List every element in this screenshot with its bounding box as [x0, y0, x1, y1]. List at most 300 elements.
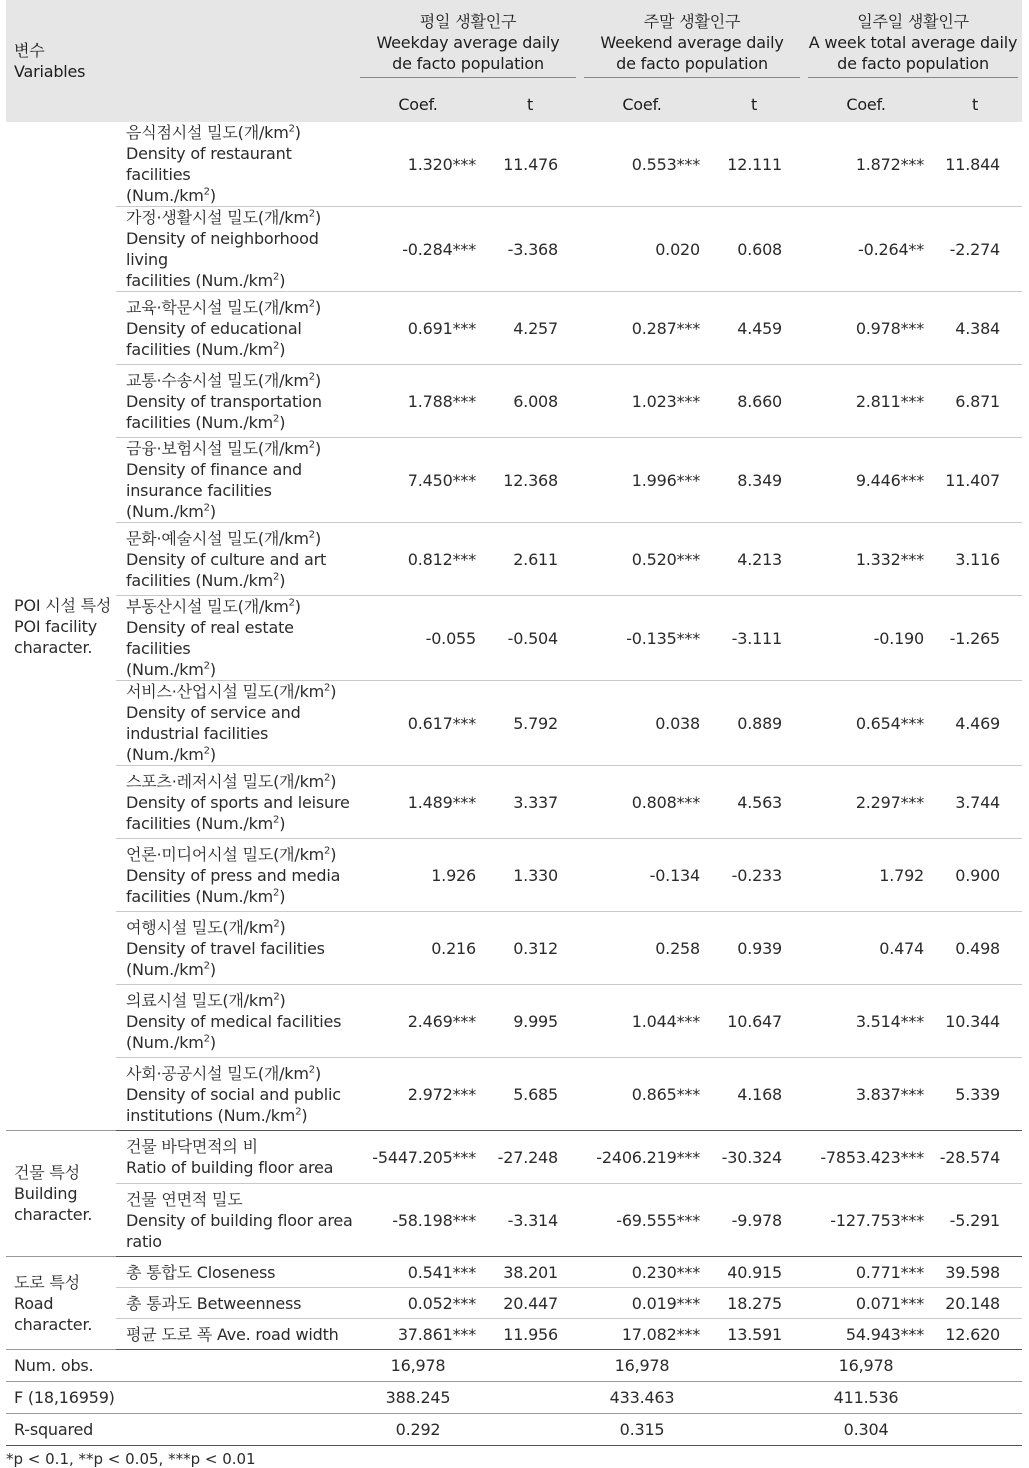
coef-value: 0.865***: [580, 1058, 704, 1131]
coef-value: 0.216: [356, 912, 480, 985]
category-poi: [6, 122, 116, 1131]
superscript: 2: [273, 991, 280, 1003]
variable-label-en: Density of travel facilities: [126, 938, 325, 958]
superscript: 2: [203, 186, 210, 198]
variable-label: [116, 365, 356, 438]
coef-value: 0.654***: [804, 681, 928, 766]
t-value: -3.314: [480, 1184, 580, 1257]
variable-label: [116, 292, 356, 365]
variable-label-unit: [126, 959, 356, 980]
t-value: 1.330: [480, 839, 580, 912]
table-row: [6, 766, 1022, 839]
t-value: 8.349: [704, 438, 804, 523]
variable-label: [116, 912, 356, 985]
variable-label-ko-text: 가정·생활시설 밀도(개/km: [126, 208, 309, 227]
paren: ): [209, 660, 216, 679]
variable-label-ko-text: 여행시설 밀도(개/km: [126, 917, 274, 937]
variable-label-ko-text: 의료시설 밀도(개/km: [126, 990, 274, 1010]
coef-value: 0.691***: [356, 292, 480, 365]
coef-value: -5447.205***: [356, 1131, 480, 1184]
weekday-ko: 평일 생활인구: [419, 11, 517, 31]
category-label: character.: [14, 1205, 93, 1224]
coef-value: 1.044***: [580, 985, 704, 1058]
coef-value: 1.489***: [356, 766, 480, 839]
superscript: 2: [273, 814, 280, 826]
t-value: 5.685: [480, 1058, 580, 1131]
category-label: Road: [14, 1293, 54, 1313]
variable-label: [116, 523, 356, 596]
coef-value: -58.198***: [356, 1184, 480, 1257]
paren: ): [209, 745, 216, 764]
superscript: 2: [308, 529, 315, 541]
coef-value: 1.792: [804, 839, 928, 912]
coef-value: -0.135***: [580, 596, 704, 681]
stat-value: 16,978: [580, 1350, 704, 1382]
stat-value: 411.536: [804, 1382, 928, 1414]
table-row: [6, 912, 1022, 985]
variable-label-unit-text: institutions (Num./km: [126, 1105, 296, 1125]
variable-label-ko-text: 스포츠·레저시설 밀도(개/km: [126, 771, 325, 791]
superscript: 2: [324, 845, 331, 857]
variable-label-unit-text: facilities (Num./km: [126, 886, 274, 906]
table-row: [6, 1058, 1022, 1131]
weekday-en2: de facto population: [392, 53, 544, 73]
coef-value: 0.258: [580, 912, 704, 985]
superscript: 2: [273, 413, 280, 425]
t-value: 0.608: [704, 207, 804, 292]
variable-label-unit-text: facilities (Num./km: [126, 813, 274, 833]
variable-label: [116, 985, 356, 1058]
coef-value: 0.808***: [580, 766, 704, 839]
stat-value: 16,978: [804, 1350, 928, 1382]
coef-value: -0.264**: [804, 207, 928, 292]
paren: ): [209, 186, 216, 205]
paren: ): [314, 439, 321, 458]
paren: ): [279, 886, 286, 906]
t-value: 8.660: [704, 365, 804, 438]
t-value: 5.792: [480, 681, 580, 766]
t-value: -3.368: [480, 207, 580, 292]
table-row: [6, 1131, 1022, 1184]
t-header: t: [480, 86, 580, 122]
table-row: [6, 985, 1022, 1058]
variable-label-ko-text: 언론·미디어시설 밀도(개/km: [126, 844, 325, 864]
variable-label: [116, 766, 356, 839]
paren: ): [209, 959, 216, 979]
variable-label-en: Density of culture and art: [126, 549, 327, 569]
variables-header-ko: 변수: [14, 41, 45, 60]
paren: ): [301, 1105, 308, 1125]
t-value: 0.498: [928, 912, 1022, 985]
t-value: 11.476: [480, 122, 580, 207]
coef-value: 0.812***: [356, 523, 480, 596]
coef-value: -69.555***: [580, 1184, 704, 1257]
paren: ): [314, 370, 321, 390]
variable-label-unit: [126, 1032, 356, 1053]
coef-value: 1.872***: [804, 122, 928, 207]
coef-value: 0.020: [580, 207, 704, 292]
t-value: 2.611: [480, 523, 580, 596]
table-row: [6, 292, 1022, 365]
coef-value: -2406.219***: [580, 1131, 704, 1184]
variable-label-unit-text: facilities (Num./km: [126, 570, 274, 590]
superscript: 2: [295, 1106, 302, 1118]
coef-value: 3.837***: [804, 1058, 928, 1131]
t-value: 5.339: [928, 1058, 1022, 1131]
weekend-group-header: [580, 0, 804, 86]
variable-label: [116, 1058, 356, 1131]
weekend-ko: 주말 생활인구: [643, 11, 741, 31]
superscript: 2: [203, 960, 210, 972]
t-value: 20.447: [480, 1288, 580, 1319]
variable-label-ko: [126, 122, 356, 143]
variable-label-ko: [126, 990, 356, 1011]
table-row: [6, 681, 1022, 766]
paren: ): [279, 271, 286, 290]
table-row: [6, 438, 1022, 523]
paren: ): [330, 771, 337, 791]
variable-label-unit: [126, 886, 356, 907]
stat-value: 16,978: [356, 1350, 480, 1382]
coef-value: -0.055: [356, 596, 480, 681]
variable-label-ko-text: 음식점시설 밀도(개/km: [126, 123, 289, 142]
coef-value: 1.320***: [356, 122, 480, 207]
paren: ): [279, 917, 286, 937]
superscript: 2: [324, 772, 331, 784]
variable-label-ko: [126, 771, 356, 792]
table-row: [6, 596, 1022, 681]
coef-value: 0.771***: [804, 1257, 928, 1288]
week-ko: 일주일 생활인구: [857, 11, 969, 31]
variable-label-ko: [126, 681, 356, 702]
stat-empty: [704, 1382, 804, 1414]
variable-label-en: Density of sports and leisure: [126, 792, 350, 812]
coef-header: Coef.: [580, 86, 704, 122]
variable-label: 총 통과도 Betweenness: [116, 1288, 356, 1319]
t-value: 38.201: [480, 1257, 580, 1288]
table-row: [6, 1288, 1022, 1319]
table-row: [6, 1184, 1022, 1257]
variables-header-en: Variables: [14, 62, 86, 81]
superscript: 2: [308, 371, 315, 383]
coef-value: -127.753***: [804, 1184, 928, 1257]
variable-label: [116, 1184, 356, 1257]
stat-empty: [480, 1414, 580, 1446]
variable-label-en: Density of finance and: [126, 460, 303, 479]
t-value: 10.344: [928, 985, 1022, 1058]
week-en2: de facto population: [837, 53, 989, 73]
variable-label-ko: [126, 370, 356, 391]
category-label: 건물 특성: [14, 1163, 80, 1182]
superscript: 2: [324, 682, 331, 694]
t-value: -30.324: [704, 1131, 804, 1184]
variable-label-line: Ratio of building floor area: [126, 1158, 334, 1177]
variable-label-unit-text: (Num./km: [126, 186, 204, 205]
variable-label-unit: [126, 1105, 356, 1126]
paren: ): [279, 339, 286, 359]
coef-value: 0.287***: [580, 292, 704, 365]
variable-label: [116, 1131, 356, 1184]
variable-label-line: Density of building floor area: [126, 1210, 353, 1230]
variable-label-en: Density of medical facilities: [126, 1011, 342, 1031]
t-value: -9.978: [704, 1184, 804, 1257]
variable-label-en: Density of neighborhood living: [126, 229, 319, 269]
stat-row: [6, 1382, 1022, 1414]
variable-label-unit-text: facilities (Num./km: [126, 339, 274, 359]
coef-value: 17.082***: [580, 1319, 704, 1350]
t-header: t: [704, 86, 804, 122]
variable-label-ko-text: 사회·공공시설 밀도(개/km: [126, 1063, 309, 1083]
stat-empty: [480, 1350, 580, 1382]
variable-label: [116, 681, 356, 766]
stat-row: [6, 1414, 1022, 1446]
paren: ): [314, 208, 321, 227]
variable-label-en: Density of real estate facilities: [126, 618, 294, 658]
coef-value: 0.520***: [580, 523, 704, 596]
superscript: 2: [273, 887, 280, 899]
variable-label-unit-text: facilities (Num./km: [126, 412, 274, 432]
paren: ): [279, 990, 286, 1010]
variable-label-en: Density of press and media: [126, 865, 341, 885]
coef-header: Coef.: [804, 86, 928, 122]
t-header: t: [928, 86, 1022, 122]
paren: ): [294, 597, 301, 616]
variable-label-unit-text: (Num./km: [126, 959, 204, 979]
regression-table-container: [6, 0, 1028, 1468]
coef-value: 37.861***: [356, 1319, 480, 1350]
superscript: 2: [288, 597, 295, 609]
category-label: Building: [14, 1184, 78, 1203]
coef-value: 0.230***: [580, 1257, 704, 1288]
variable-label-ko-text: 교통·수송시설 밀도(개/km: [126, 370, 309, 390]
t-value: 3.744: [928, 766, 1022, 839]
t-value: 11.956: [480, 1319, 580, 1350]
table-row: [6, 523, 1022, 596]
t-value: -2.274: [928, 207, 1022, 292]
t-value: 4.384: [928, 292, 1022, 365]
superscript: 2: [273, 340, 280, 352]
variable-label: [116, 839, 356, 912]
variable-label-unit-text: industrial facilities (Num./km: [126, 724, 269, 764]
variable-label-unit: [126, 270, 356, 291]
week-en1: A week total average daily: [808, 32, 1018, 52]
variable-label-ko: [126, 207, 356, 228]
superscript: 2: [288, 123, 295, 135]
superscript: 2: [273, 271, 280, 283]
t-value: 11.844: [928, 122, 1022, 207]
t-value: 12.620: [928, 1319, 1022, 1350]
superscript: 2: [308, 208, 315, 220]
t-value: 4.257: [480, 292, 580, 365]
variable-label-ko: [126, 1063, 356, 1084]
t-value: 4.168: [704, 1058, 804, 1131]
coef-header: Coef.: [356, 86, 480, 122]
t-value: 12.368: [480, 438, 580, 523]
paren: ): [209, 1032, 216, 1052]
t-value: 6.008: [480, 365, 580, 438]
coef-value: 0.052***: [356, 1288, 480, 1319]
coef-value: -0.134: [580, 839, 704, 912]
coef-value: 1.996***: [580, 438, 704, 523]
variable-label-ko: [126, 438, 356, 459]
weekday-en1: Weekday average daily: [376, 32, 560, 52]
table-row: [6, 839, 1022, 912]
t-value: -1.265: [928, 596, 1022, 681]
paren: ): [279, 412, 286, 432]
significance-note: *p < 0.1, **p < 0.05, ***p < 0.01: [6, 1450, 256, 1468]
variable-label-unit: [126, 185, 356, 206]
category-label: character.: [14, 637, 93, 657]
variables-header: [6, 0, 356, 122]
coef-value: 0.553***: [580, 122, 704, 207]
variable-label-en: Density of social and public: [126, 1084, 341, 1104]
coef-value: 7.450***: [356, 438, 480, 523]
category-label: character.: [14, 1314, 93, 1334]
stat-row: [6, 1350, 1022, 1382]
t-value: 10.647: [704, 985, 804, 1058]
variable-label: [116, 596, 356, 681]
week-group-header: [804, 0, 1022, 86]
stat-label: R-squared: [6, 1414, 356, 1446]
coef-value: 0.038: [580, 681, 704, 766]
variable-label-ko: [126, 596, 356, 617]
stat-value: 0.292: [356, 1414, 480, 1446]
paren: ): [279, 813, 286, 833]
stat-label: F (18,16959): [6, 1382, 356, 1414]
coef-value: 0.474: [804, 912, 928, 985]
variable-label-en: Density of restaurant facilities: [126, 144, 292, 184]
coef-value: -7853.423***: [804, 1131, 928, 1184]
stat-value: 0.304: [804, 1414, 928, 1446]
t-value: 13.591: [704, 1319, 804, 1350]
variable-label-en: Density of transportation: [126, 391, 322, 411]
superscript: 2: [308, 439, 315, 451]
superscript: 2: [273, 918, 280, 930]
coef-value: 0.617***: [356, 681, 480, 766]
t-value: 0.889: [704, 681, 804, 766]
variable-label-line: ratio: [126, 1231, 162, 1251]
t-value: -5.291: [928, 1184, 1022, 1257]
category-label: POI facility: [14, 616, 97, 636]
regression-table: [6, 0, 1022, 1446]
paren: ): [330, 682, 337, 701]
stat-empty: [928, 1382, 1022, 1414]
superscript: 2: [308, 1064, 315, 1076]
coef-value: 1.926: [356, 839, 480, 912]
variable-label-en: Density of educational: [126, 318, 302, 338]
variable-label-unit: [126, 659, 356, 680]
coef-value: 1.023***: [580, 365, 704, 438]
table-row: [6, 207, 1022, 292]
superscript: 2: [203, 502, 210, 514]
variable-label: 총 통합도 Closeness: [116, 1257, 356, 1288]
t-value: -28.574: [928, 1131, 1022, 1184]
variable-label-ko: [126, 917, 356, 938]
paren: ): [314, 297, 321, 317]
t-value: 9.995: [480, 985, 580, 1058]
t-value: 20.148: [928, 1288, 1022, 1319]
coef-value: 0.541***: [356, 1257, 480, 1288]
t-value: 4.213: [704, 523, 804, 596]
t-value: 0.939: [704, 912, 804, 985]
variable-label-line: 건물 바닥면적의 비: [126, 1137, 258, 1156]
t-value: 11.407: [928, 438, 1022, 523]
variable-label-ko-text: 서비스·산업시설 밀도(개/km: [126, 682, 325, 701]
header-group-row: [6, 0, 1022, 86]
table-row: [6, 1257, 1022, 1288]
variable-label: [116, 207, 356, 292]
t-value: 3.337: [480, 766, 580, 839]
superscript: 2: [203, 1033, 210, 1045]
superscript: 2: [203, 745, 210, 757]
coef-value: 1.788***: [356, 365, 480, 438]
stat-value: 388.245: [356, 1382, 480, 1414]
table-row: [6, 1319, 1022, 1350]
coef-value: 3.514***: [804, 985, 928, 1058]
variable-label-line: 건물 연면적 밀도: [126, 1189, 243, 1209]
variable-label-ko-text: 문화·예술시설 밀도(개/km: [126, 528, 309, 548]
superscript: 2: [308, 298, 315, 310]
t-value: 4.469: [928, 681, 1022, 766]
stat-empty: [928, 1414, 1022, 1446]
t-value: 0.900: [928, 839, 1022, 912]
stat-value: 0.315: [580, 1414, 704, 1446]
variable-label-unit: [126, 723, 356, 765]
coef-value: 2.972***: [356, 1058, 480, 1131]
t-value: -3.111: [704, 596, 804, 681]
variable-label-unit: [126, 570, 356, 591]
paren: ): [294, 123, 301, 142]
variable-label-unit: [126, 339, 356, 360]
stat-label: Num. obs.: [6, 1350, 356, 1382]
variable-label-unit-text: insurance facilities (Num./km: [126, 481, 272, 521]
variable-label-ko: [126, 528, 356, 549]
variable-label-unit: [126, 813, 356, 834]
stat-value: 433.463: [580, 1382, 704, 1414]
paren: ): [314, 528, 321, 548]
category-label: 도로 특성: [14, 1272, 80, 1292]
variable-label-unit-text: (Num./km: [126, 660, 204, 679]
coef-value: 2.811***: [804, 365, 928, 438]
coef-value: 2.469***: [356, 985, 480, 1058]
coef-value: 0.071***: [804, 1288, 928, 1319]
variable-label-en: Density of service and: [126, 703, 301, 722]
coef-value: -0.190: [804, 596, 928, 681]
stat-empty: [704, 1414, 804, 1446]
variable-label: [116, 438, 356, 523]
variable-label-ko-text: 부동산시설 밀도(개/km: [126, 597, 289, 616]
t-value: 18.275: [704, 1288, 804, 1319]
variable-label: 평균 도로 폭 Ave. road width: [116, 1319, 356, 1350]
t-value: -0.233: [704, 839, 804, 912]
variable-label-unit: [126, 480, 356, 522]
variable-label-unit-text: (Num./km: [126, 1032, 204, 1052]
variable-label-ko-text: 금융·보험시설 밀도(개/km: [126, 439, 309, 458]
t-value: 0.312: [480, 912, 580, 985]
coef-value: 54.943***: [804, 1319, 928, 1350]
variable-label-ko: [126, 844, 356, 865]
paren: ): [330, 844, 337, 864]
weekend-en2: de facto population: [616, 53, 768, 73]
variable-label-unit-text: facilities (Num./km: [126, 271, 274, 290]
variable-label-ko-text: 교육·학문시설 밀도(개/km: [126, 297, 309, 317]
t-value: 12.111: [704, 122, 804, 207]
paren: ): [279, 570, 286, 590]
t-value: 40.915: [704, 1257, 804, 1288]
category-road: [6, 1257, 116, 1350]
stat-empty: [928, 1350, 1022, 1382]
coef-value: 2.297***: [804, 766, 928, 839]
